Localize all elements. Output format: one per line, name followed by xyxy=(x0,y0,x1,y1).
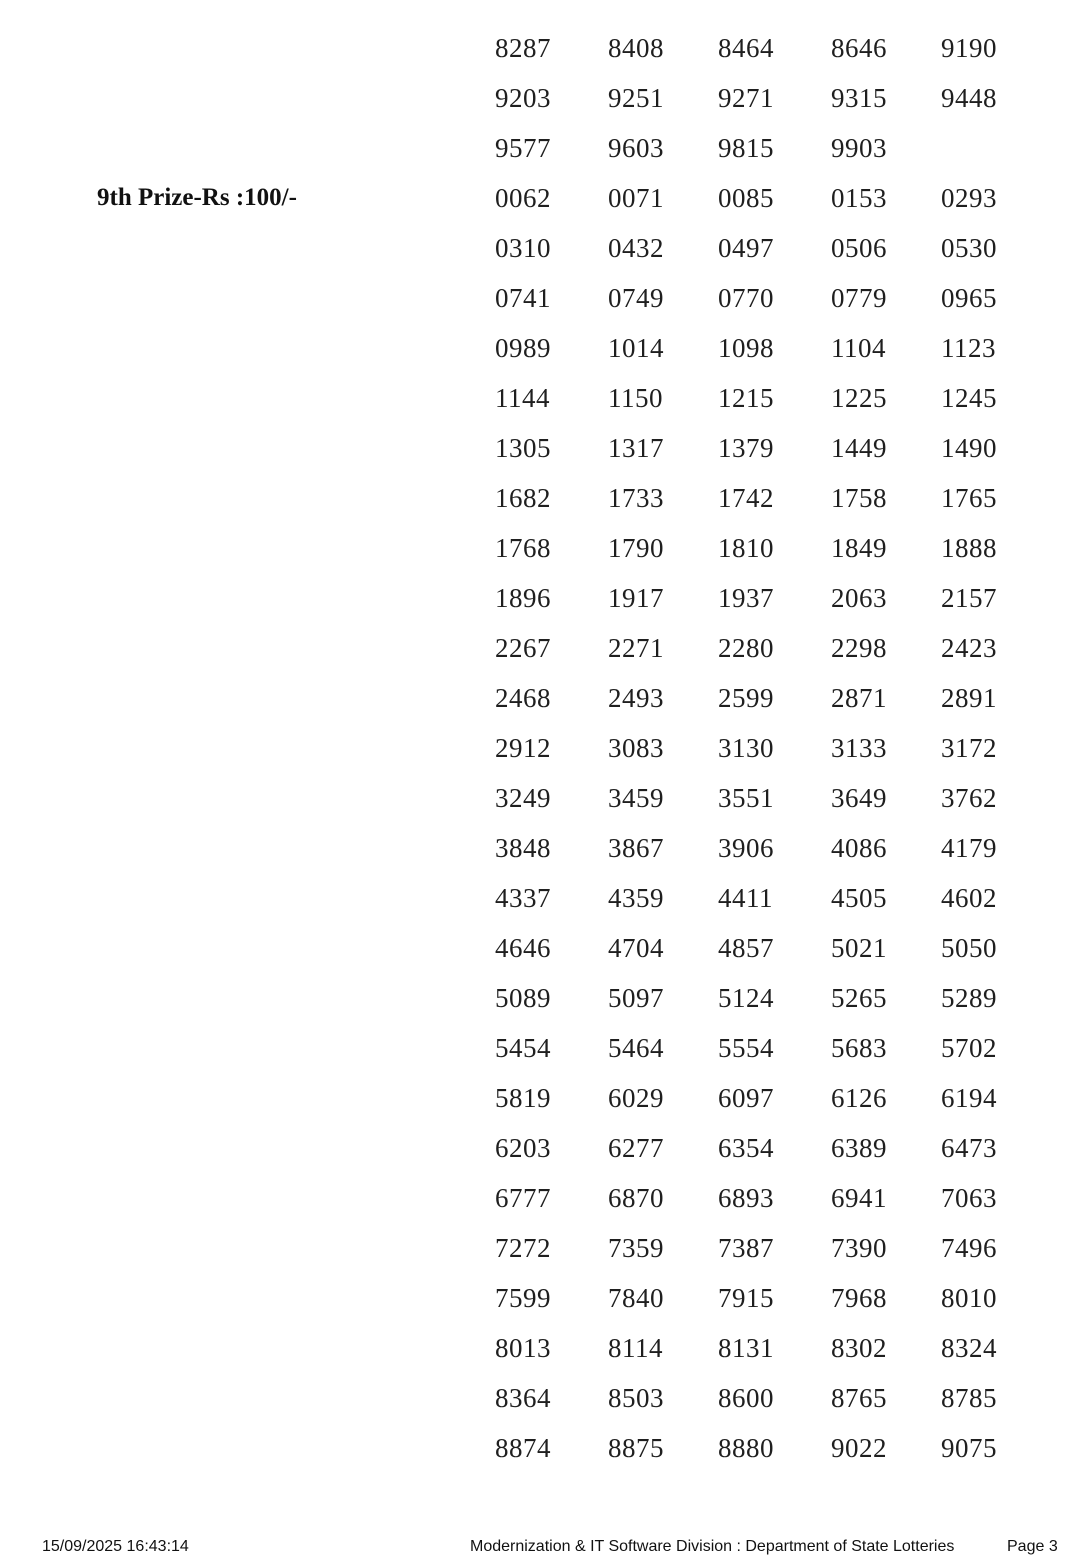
prize-number-row xyxy=(495,1423,1053,1473)
prize-number: 8131 xyxy=(718,1333,774,1363)
prize-number: 8364 xyxy=(495,1383,551,1413)
prize-number: 0062 xyxy=(495,183,551,213)
prize-number: 0153 xyxy=(831,183,887,213)
prize-number: 8785 xyxy=(941,1383,997,1413)
prize-number: 0497 xyxy=(718,233,774,263)
prize-number: 1215 xyxy=(718,383,774,413)
prize-number: 2891 xyxy=(941,683,997,713)
prize-number: 0310 xyxy=(495,233,551,263)
prize-number-row xyxy=(495,1273,1053,1323)
prize-number: 6389 xyxy=(831,1133,887,1163)
prize-number: 1245 xyxy=(941,383,997,413)
prize-number: 1379 xyxy=(718,433,774,463)
prize-number: 4704 xyxy=(608,933,664,963)
prize-number: 0770 xyxy=(718,283,774,313)
prize-number: 5819 xyxy=(495,1083,551,1113)
prize-number: 9251 xyxy=(608,83,664,113)
prize-number-row xyxy=(495,1123,1053,1173)
prize-number-row xyxy=(495,573,1053,623)
prize-number: 5265 xyxy=(831,983,887,1013)
prize-number: 8324 xyxy=(941,1333,997,1363)
prize-number: 7968 xyxy=(831,1283,887,1313)
prize-number: 6194 xyxy=(941,1083,997,1113)
prize-number: 0741 xyxy=(495,283,551,313)
prize-number: 5289 xyxy=(941,983,997,1013)
prize-number: 0432 xyxy=(608,233,664,263)
prize-number: 4857 xyxy=(718,933,774,963)
prize-number: 3762 xyxy=(941,783,997,813)
prize-number: 3867 xyxy=(608,833,664,863)
prize-number-row xyxy=(495,473,1053,523)
prize-number: 5050 xyxy=(941,933,997,963)
prize-number: 6277 xyxy=(608,1133,664,1163)
prize-number: 2298 xyxy=(831,633,887,663)
prize-number: 2423 xyxy=(941,633,997,663)
prize-number: 9577 xyxy=(495,133,551,163)
prize-number: 2157 xyxy=(941,583,997,613)
prize-number: 9815 xyxy=(718,133,774,163)
prize-number: 5124 xyxy=(718,983,774,1013)
prize-number: 9903 xyxy=(831,133,887,163)
prize-number-row xyxy=(495,1223,1053,1273)
prize-number: 2271 xyxy=(608,633,664,663)
prize-number: 1768 xyxy=(495,533,551,563)
prize-number: 8600 xyxy=(718,1383,774,1413)
prize-number: 3083 xyxy=(608,733,664,763)
prize-number: 5554 xyxy=(718,1033,774,1063)
prize-number: 2063 xyxy=(831,583,887,613)
prize-number-row xyxy=(495,973,1053,1023)
prize-number: 4646 xyxy=(495,933,551,963)
prize-number: 4359 xyxy=(608,883,664,913)
prize-number: 1305 xyxy=(495,433,551,463)
prize-number: 8874 xyxy=(495,1433,551,1463)
prize-number-row xyxy=(495,423,1053,473)
prize-number: 9190 xyxy=(941,33,997,63)
prize-number: 1937 xyxy=(718,583,774,613)
prize-number: 7387 xyxy=(718,1233,774,1263)
footer-division-text: Modernization & IT Software Division : Department of State Lotteries xyxy=(470,1538,955,1555)
prize-number: 1888 xyxy=(941,533,997,563)
prize-number: 8010 xyxy=(941,1283,997,1313)
prize-number: 3649 xyxy=(831,783,887,813)
prize-number: 0071 xyxy=(608,183,664,213)
prize-number: 2599 xyxy=(718,683,774,713)
prize-number: 9271 xyxy=(718,83,774,113)
prize-number: 7840 xyxy=(608,1283,664,1313)
prize-number: 6870 xyxy=(608,1183,664,1213)
page-footer xyxy=(0,1538,1087,1568)
prize-number: 6893 xyxy=(718,1183,774,1213)
prize-number: 0965 xyxy=(941,283,997,313)
prize-number: 6126 xyxy=(831,1083,887,1113)
prize-number: 3133 xyxy=(831,733,887,763)
prize-number: 6473 xyxy=(941,1133,997,1163)
prize-number: 8287 xyxy=(495,33,551,63)
prize-number: 4179 xyxy=(941,833,997,863)
prize-number: 4086 xyxy=(831,833,887,863)
prize-number: 6354 xyxy=(718,1133,774,1163)
prize-number-row xyxy=(495,223,1053,273)
prize-number-row xyxy=(495,523,1053,573)
prize-number: 0749 xyxy=(608,283,664,313)
prize-number: 5683 xyxy=(831,1033,887,1063)
prize-number-row xyxy=(495,1073,1053,1123)
prize-number: 1917 xyxy=(608,583,664,613)
prize-number: 1225 xyxy=(831,383,887,413)
prize-number: 1123 xyxy=(941,333,996,363)
prize-number: 5089 xyxy=(495,983,551,1013)
prize-number: 8464 xyxy=(718,33,774,63)
prize-number: 5097 xyxy=(608,983,664,1013)
prize-number: 1765 xyxy=(941,483,997,513)
prize-number: 2280 xyxy=(718,633,774,663)
prize-number: 2468 xyxy=(495,683,551,713)
prize-number-row xyxy=(495,773,1053,823)
prize-number: 1742 xyxy=(718,483,774,513)
prize-number: 2912 xyxy=(495,733,551,763)
prize-number: 0293 xyxy=(941,183,997,213)
prize-number: 3130 xyxy=(718,733,774,763)
prize-number-row xyxy=(495,1173,1053,1223)
prize-number: 3906 xyxy=(718,833,774,863)
prize-number: 1317 xyxy=(608,433,664,463)
prize-number: 6777 xyxy=(495,1183,551,1213)
prize-number: 9448 xyxy=(941,83,997,113)
prize-number-row xyxy=(495,873,1053,923)
prize-numbers-grid xyxy=(495,23,1053,1473)
prize-number: 5464 xyxy=(608,1033,664,1063)
prize-number: 1490 xyxy=(941,433,997,463)
prize-number: 1758 xyxy=(831,483,887,513)
prize-number: 3848 xyxy=(495,833,551,863)
prize-number: 6203 xyxy=(495,1133,551,1163)
prize-number: 3172 xyxy=(941,733,997,763)
prize-number: 8646 xyxy=(831,33,887,63)
prize-number: 1098 xyxy=(718,333,774,363)
prize-number: 4411 xyxy=(718,883,773,913)
prize-number: 8013 xyxy=(495,1333,551,1363)
prize-number: 7359 xyxy=(608,1233,664,1263)
prize-number: 8302 xyxy=(831,1333,887,1363)
prize-number: 7390 xyxy=(831,1233,887,1263)
prize-number: 0530 xyxy=(941,233,997,263)
prize-number: 1144 xyxy=(495,383,550,413)
prize-number: 5454 xyxy=(495,1033,551,1063)
prize-number: 4337 xyxy=(495,883,551,913)
prize-number: 1014 xyxy=(608,333,664,363)
prize-number: 5021 xyxy=(831,933,887,963)
prize-number-row xyxy=(495,623,1053,673)
prize-number: 8114 xyxy=(608,1333,663,1363)
prize-number: 2493 xyxy=(608,683,664,713)
prize-number-row xyxy=(495,923,1053,973)
footer-page-number: Page 3 xyxy=(1007,1538,1058,1555)
prize-number-row xyxy=(495,273,1053,323)
prize-number-row xyxy=(495,323,1053,373)
prize-number: 1449 xyxy=(831,433,887,463)
prize-number: 1104 xyxy=(831,333,886,363)
prize-number: 8875 xyxy=(608,1433,664,1463)
prize-number: 4505 xyxy=(831,883,887,913)
prize-number-row xyxy=(495,673,1053,723)
prize-number: 9203 xyxy=(495,83,551,113)
prize-number-row xyxy=(495,823,1053,873)
prize-number: 0779 xyxy=(831,283,887,313)
prize-number-row xyxy=(495,1023,1053,1073)
prize-number: 9603 xyxy=(608,133,664,163)
prize-number: 1790 xyxy=(608,533,664,563)
prize-number: 0989 xyxy=(495,333,551,363)
prize-number: 4602 xyxy=(941,883,997,913)
prize-number: 1150 xyxy=(608,383,663,413)
prize-number: 3551 xyxy=(718,783,774,813)
prize-number-row xyxy=(495,1373,1053,1423)
prize-number: 7915 xyxy=(718,1283,774,1313)
prize-number-row xyxy=(495,373,1053,423)
prize-number-row xyxy=(495,1323,1053,1373)
prize-number: 0506 xyxy=(831,233,887,263)
prize-number-row xyxy=(495,173,1053,223)
prize-number: 9075 xyxy=(941,1433,997,1463)
prize-number: 1682 xyxy=(495,483,551,513)
prize-number: 8503 xyxy=(608,1383,664,1413)
prize-number: 2267 xyxy=(495,633,551,663)
prize-number: 1849 xyxy=(831,533,887,563)
prize-number: 1896 xyxy=(495,583,551,613)
prize-number-row xyxy=(495,723,1053,773)
prize-number: 8765 xyxy=(831,1383,887,1413)
prize-number: 1810 xyxy=(718,533,774,563)
prize-number: 6029 xyxy=(608,1083,664,1113)
prize-number: 5702 xyxy=(941,1033,997,1063)
prize-number: 6097 xyxy=(718,1083,774,1113)
prize-number: 3249 xyxy=(495,783,551,813)
prize-number: 7599 xyxy=(495,1283,551,1313)
prize-number: 0085 xyxy=(718,183,774,213)
prize-number: 2871 xyxy=(831,683,887,713)
prize-number: 9022 xyxy=(831,1433,887,1463)
prize-number-row xyxy=(495,123,1053,173)
prize-tier-label: 9th Prize-Rs :100/- xyxy=(97,184,297,211)
prize-number: 3459 xyxy=(608,783,664,813)
prize-number: 8408 xyxy=(608,33,664,63)
footer-timestamp: 15/09/2025 16:43:14 xyxy=(42,1538,189,1555)
prize-number: 1733 xyxy=(608,483,664,513)
prize-number: 6941 xyxy=(831,1183,887,1213)
prize-number: 7496 xyxy=(941,1233,997,1263)
prize-number: 7272 xyxy=(495,1233,551,1263)
prize-number-row xyxy=(495,23,1053,73)
prize-number: 7063 xyxy=(941,1183,997,1213)
prize-number: 9315 xyxy=(831,83,887,113)
prize-number: 8880 xyxy=(718,1433,774,1463)
prize-number-row xyxy=(495,73,1053,123)
